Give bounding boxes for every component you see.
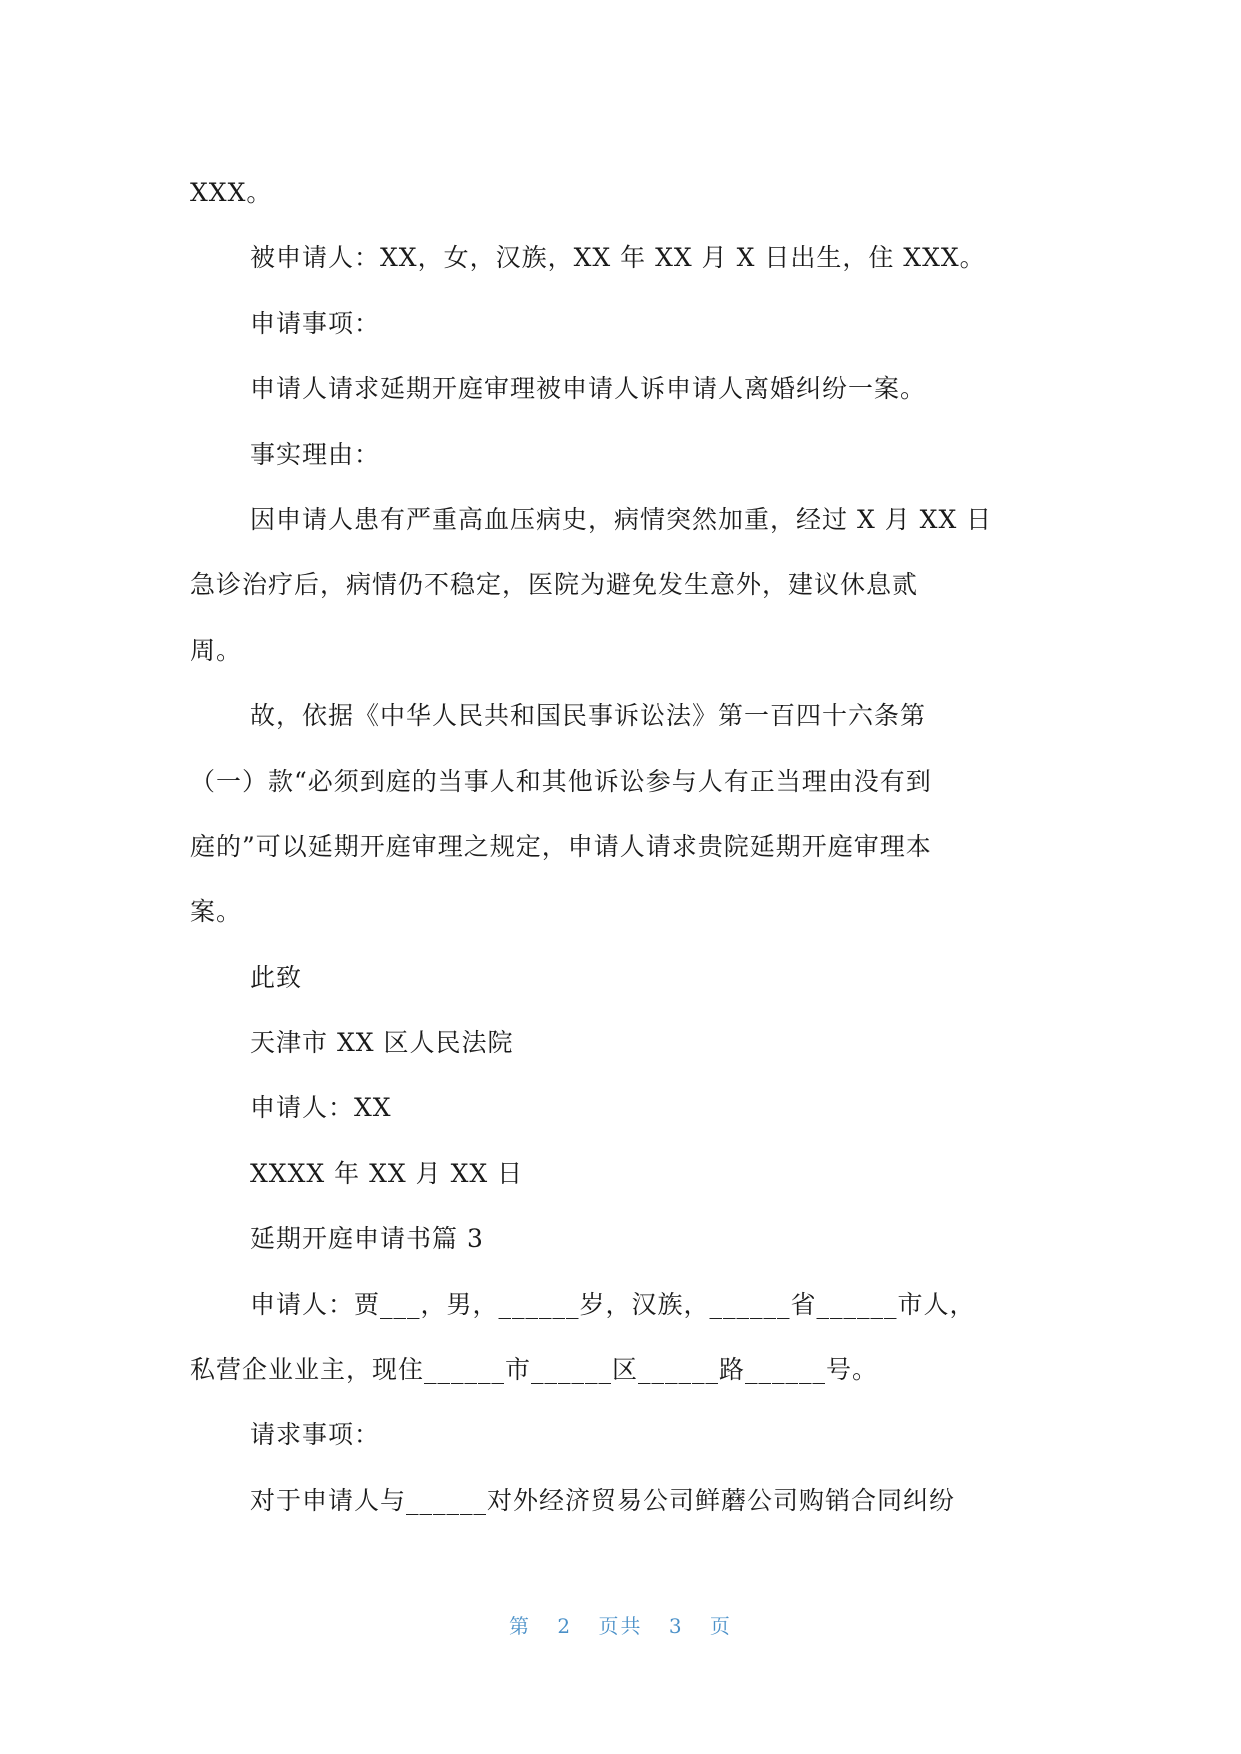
section-heading-request-items: 请求事项： <box>250 1420 381 1450</box>
text-line: 故，依据《中华人民共和国民事诉讼法》第一百四十六条第 <box>250 701 927 731</box>
section-heading-facts-reasons: 事实理由： <box>250 439 381 469</box>
applicant-line: 申请人：贾___，男，______岁，汉族，______省______市人， <box>250 1289 976 1319</box>
respondent-line: 被申请人：XX，女，汉族，XX 年 XX 月 X 日出生，住 XXX。 <box>250 243 986 273</box>
text-line: （一）款“必须到庭的当事人和其他诉讼参与人有正当理由没有到 <box>190 766 932 796</box>
section-heading-application-items: 申请事项： <box>250 308 381 338</box>
text-line: 私营企业业主，现住______市______区______路______号。 <box>190 1355 879 1385</box>
text-line: 案。 <box>190 897 243 927</box>
text-line: 对于申请人与______对外经济贸易公司鲜蘑公司购销合同纠纷 <box>250 1485 956 1515</box>
salutation-line: 此致 <box>250 962 303 992</box>
section-title: 延期开庭申请书篇 3 <box>250 1224 484 1254</box>
applicant-signature-line: 申请人：XX <box>250 1093 392 1123</box>
text-line: 周。 <box>190 635 243 665</box>
text-line: 庭的”可以延期开庭审理之规定，申请人请求贵院延期开庭审理本 <box>190 831 932 861</box>
date-line: XXXX 年 XX 月 XX 日 <box>250 1158 524 1188</box>
text-line: 申请人请求延期开庭审理被申请人诉申请人离婚纠纷一案。 <box>250 374 927 404</box>
document-body <box>190 160 1060 1533</box>
text-line: 因申请人患有严重高血压病史，病情突然加重，经过 X 月 XX 日 <box>250 504 993 534</box>
recipient-court-line: 天津市 XX 区人民法院 <box>250 1028 514 1058</box>
text-line: XXX。 <box>190 178 273 207</box>
page-number-footer: 第 2 页共 3 页 <box>509 1614 732 1638</box>
text-line: 急诊治疗后，病情仍不稳定，医院为避免发生意外，建议休息贰 <box>190 570 919 600</box>
